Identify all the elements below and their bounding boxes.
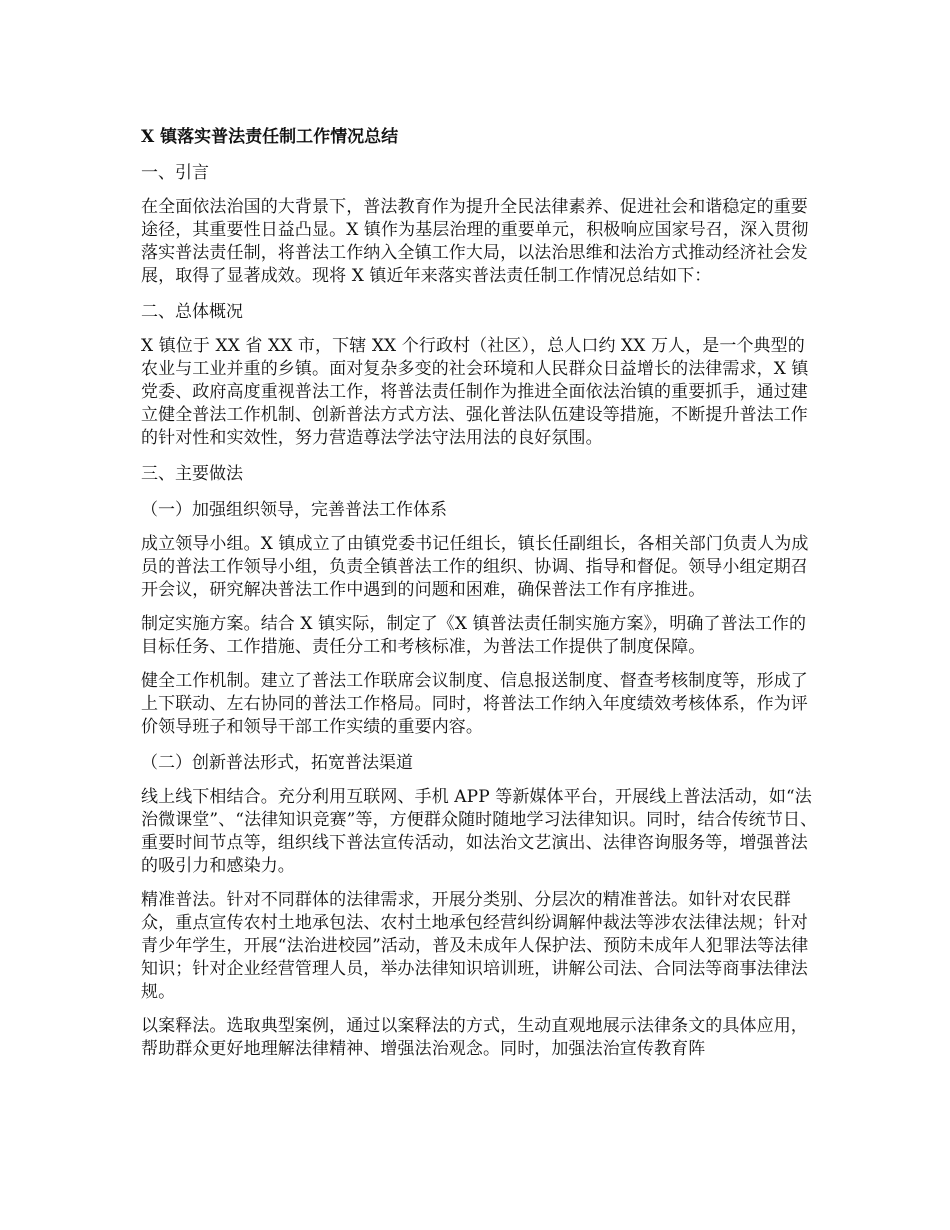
section-heading-introduction: 一、引言 bbox=[141, 163, 209, 183]
document-title: X 镇落实普法责任制工作情况总结 bbox=[141, 127, 399, 147]
paragraph-work-mechanism: 健全工作机制。建立了普法工作联席会议制度、信息报送制度、督查考核制度等，形成了上下联动、左右协同的普法工作格局。同时，将普法工作纳入年度绩效考核体系，作为评价领导班子和领导干部工作实绩的重要内容。 bbox=[141, 671, 808, 737]
paragraph-online-offline: 线上线下相结合。充分利用互联网、手机 APP 等新媒体平台，开展线上普法活动，如“法治微课堂”、“法律知识竞赛”等，方便群众随时随地学习法律知识。同时，结合传统节日、重要时间节点等，组织线下普法宣传活动，如法治文艺演出、法律咨询服务等，增强普法的吸引力和感染力。 bbox=[141, 787, 818, 876]
section-heading-overview: 二、总体概况 bbox=[141, 302, 243, 322]
paragraph-precise-popularization: 精准普法。针对不同群体的法律需求，开展分类别、分层次的精准普法。如针对农民群众，重点宣传农村土地承包法、农村土地承包经营纠纷调解仲裁法等涉农法律法规；针对青少年学生，开展“法治进校园”活动，普及未成年人保护法、预防未成年人犯罪法等法律知识；针对企业经营管理人员，举办法律知识培训班，讲解公司法、合同法等商事法律法规。 bbox=[141, 890, 809, 1002]
paragraph-implementation-plan: 制定实施方案。结合 X 镇实际，制定了《X 镇普法责任制实施方案》，明确了普法工作的目标任务、工作措施、责任分工和考核标准，为普法工作提供了制度保障。 bbox=[141, 614, 807, 657]
paragraph-overview: X 镇位于 XX 省 XX 市，下辖 XX 个行政村（社区），总人口约 XX 万人，是一个典型的农业与工业并重的乡镇。面对复杂多变的社会环境和人民群众日益增长的法律需求，X 镇党委、政府高度重视普法工作，将普法责任制作为推进全面依法治镇的重要抓手，通过建立健全普法工作机制、创新普法方式方法、强化普法队伍建设等措施，不断提升普法工作的针对性和实效性，努力营造尊法学法守法用法的良好氛围。 bbox=[141, 336, 809, 448]
paragraph-leadership-group: 成立领导小组。X 镇成立了由镇党委书记任组长，镇长任副组长，各相关部门负责人为成员的普法工作领导小组，负责全镇普法工作的组织、协调、指导和督促。领导小组定期召开会议，研究解决普法工作中遇到的问题和困难，确保普法工作有序推进。 bbox=[141, 534, 809, 600]
paragraph-case-interpretation: 以案释法。选取典型案例，通过以案释法的方式，生动直观地展示法律条文的具体应用，帮助群众更好地理解法律精神、增强法治观念。同时，加强法治宣传教育阵 bbox=[141, 1016, 808, 1059]
section-heading-main-practices: 三、主要做法 bbox=[141, 464, 243, 484]
subsection-heading-organization: （一）加强组织领导，完善普法工作体系 bbox=[141, 500, 447, 520]
subsection-heading-innovation: （二）创新普法形式，拓宽普法渠道 bbox=[141, 753, 413, 773]
paragraph-introduction: 在全面依法治国的大背景下，普法教育作为提升全民法律素养、促进社会和谐稳定的重要途径，其重要性日益凸显。X 镇作为基层治理的重要单元，积极响应国家号召，深入贯彻落实普法责任制，将普法工作纳入全镇工作大局，以法治思维和法治方式推动经济社会发展，取得了显著成效。现将 X 镇近年来落实普法责任制工作情况总结如下： bbox=[141, 197, 809, 286]
document-page bbox=[141, 124, 821, 1072]
